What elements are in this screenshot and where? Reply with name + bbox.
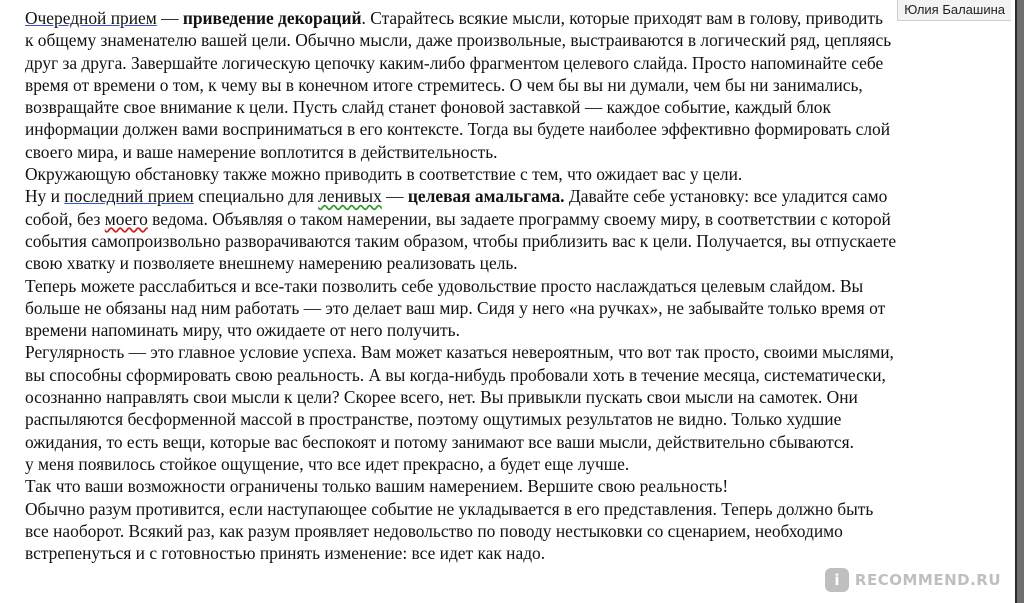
recommend-logo-icon: i [825,568,849,592]
text-line [25,520,1024,542]
text-run: ведома. Объявляя о таком намерении, вы задаете программу своему миру, в соответствии с которой [147,208,891,229]
text-line [25,542,1024,564]
text-line [25,364,1024,386]
text-run: Окружающую обстановку также можно приводить в соответствие с тем, что ожидает вас у цели. [25,164,743,185]
text-run: времени напоминать миру, что ожидаете от него получить. [25,320,460,341]
text-run: Обычно разум противится, если наступающее событие не укладывается в его представления. Теперь должно быть [25,498,874,519]
recommend-watermark [825,568,1001,592]
text-run: — [381,186,408,207]
text-run: все наоборот. Всякий раз, как разум проявляет недовольство по поводу нестыковки со сценарием, необходимо [25,520,843,541]
formatted-text-run: ленивых [318,186,382,207]
text-line [25,163,1024,185]
text-run: . Старайтесь всякие мысли, которые приходят вам в голову, приводить [361,8,883,28]
text-line [25,453,1024,475]
text-run: возвращайте свое внимание к цели. Пусть слайд станет фоновой заставкой — каждое событие, каждый блок [25,97,831,118]
text-line [25,208,1024,230]
text-run: к общему знаменателю вашей цели. Обычно мысли, даже произвольные, выстраиваются в логический ряд, цепляясь [25,30,892,51]
text-run: Ну и [25,186,65,207]
formatted-text-run: приведение декораций [182,8,362,28]
formatted-text-run: моего [104,208,148,229]
text-line [25,230,1024,252]
text-line [25,319,1024,341]
text-line [25,141,1024,163]
text-line [25,475,1024,497]
text-run: события самопроизвольно разворачиваются таким образом, чтобы приблизить вас к цели. Получается, вы отпускаете [25,230,897,251]
author-name-tag: Юлия Балашина [897,0,1011,21]
text-line [25,7,1024,29]
text-line [25,96,1024,118]
text-run: распыляются бесформенной массой в пространстве, поэтому ощутимых результатов не видно. Только худшие [25,409,842,430]
text-run: друг за друга. Завершайте логическую цепочку каким-либо фрагментом целевого слайда. Просто напоминайте себе [25,52,884,73]
text-run: специально для [193,186,319,207]
text-line [25,275,1024,297]
text-line [25,118,1024,140]
text-line [25,431,1024,453]
text-line [25,185,1024,207]
text-line [25,252,1024,274]
recommend-watermark-text: RECOMMEND.RU [854,571,1001,589]
text-run: у меня появилось стойкое ощущение, что все идет прекрасно, а будет еще лучше. [25,453,630,474]
text-line [25,29,1024,51]
text-run: осознанно направлять свои мысли к цели? Скорее всего, нет. Вы привыкли пускать свои мысли на самотек. Они [25,387,858,408]
text-run: Теперь можете расслабиться и все-таки позволить себе удовольствие просто наслаждаться целевым слайдом. Вы [25,275,864,296]
text-line [25,74,1024,96]
text-run: — [156,8,183,28]
text-run: собой, без [25,208,105,229]
text-run: встрепенуться и с готовностью принять изменение: все идет как надо. [25,543,546,564]
text-run: информации должен вами восприниматься в его контексте. Тогда вы будете наиболее эффективно формировать слой [25,119,891,140]
text-run: Так что ваши возможности ограничены только вашим намерением. Вершите свою реальность! [25,476,729,497]
text-run: Регулярность — это главное условие успеха. Вам может казаться невероятным, что вот так просто, своими мыслями, [25,342,894,363]
text-run: Давайте себе установку: все уладится само [564,186,888,207]
text-run: своего мира, и ваше намерение воплотится в действительность. [25,141,498,162]
text-line [25,297,1024,319]
text-line [25,341,1024,363]
text-run: время от времени о том, к чему вы в конечном итоге стремитесь. О чем бы вы ни думали, чем бы ни занимались, [25,74,863,95]
formatted-text-run: целевая амальгама. [407,186,565,207]
text-run: больше не обязаны над ним работать — это делает ваш мир. Сидя у него «на ручках», не забывайте только время от [25,297,886,318]
text-line [25,498,1024,520]
text-run: свою хватку и позволяете внешнему намерению реализовать цель. [25,253,518,274]
text-line [25,408,1024,430]
text-line [25,386,1024,408]
text-line [25,52,1024,74]
text-run: ожидания, то есть вещи, которые вас беспокоят и потому занимают все ваши мысли, действительно сбываются. [25,431,854,452]
formatted-text-run: последний прием [64,186,194,207]
text-run: вы способны сформировать свою реальность. А вы когда-нибудь пробовали хоть в течение месяца, систематически, [25,364,886,385]
document-body-text[interactable] [25,7,1024,564]
formatted-text-run: Очередной прием [25,8,157,28]
